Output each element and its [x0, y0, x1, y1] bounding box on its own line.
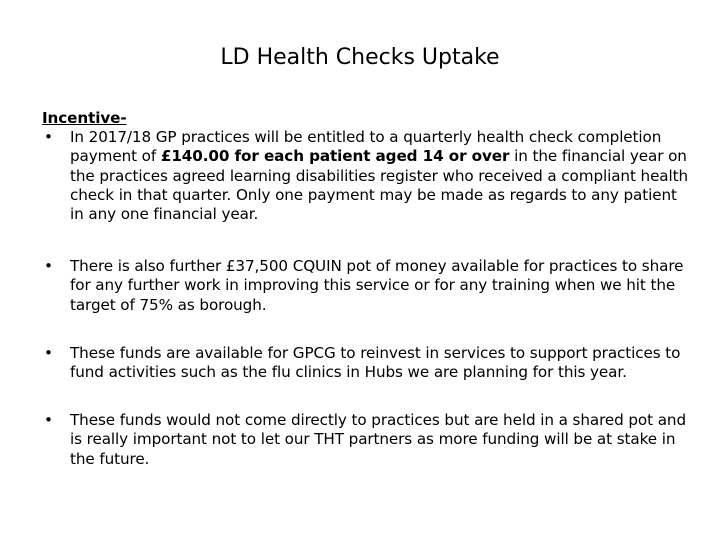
bullet-text-3: These funds are available for GPCG to reinvest in services to support practices to fund activities such as the flu clinics in Hubs we are planning for this year.	[70, 343, 681, 382]
bullet-text-1-after: in the financial year on the practices agreed learning disabilities register who received a compliant health check in that quarter. Only one payment may be made as regards to any patient in any one financial year.	[70, 147, 689, 224]
bullet-dot-icon: •	[44, 411, 53, 430]
bullet-dot-icon: •	[44, 257, 53, 276]
bullet-text-2: There is also further £37,500 CQUIN pot of money available for practices to share for any further work in improving this service or for any training when we hit the target of 75% as borough.	[70, 257, 684, 314]
bullet-item-3	[42, 344, 692, 382]
bullet-item-2	[42, 257, 692, 315]
bullet-text-1-before: In 2017/18 GP practices will be entitled to a quarterly health check completion payment of	[70, 128, 662, 166]
slide-content	[42, 109, 692, 469]
bullet-dot-icon: •	[44, 128, 53, 147]
bullet-text-1-bold: £140.00 for each patient aged 14 or over	[160, 147, 510, 166]
slide-title: LD Health Checks Uptake	[220, 45, 500, 70]
bullet-item-4	[42, 411, 692, 469]
bullet-dot-icon: •	[44, 343, 53, 362]
bullet-item-1	[42, 128, 692, 224]
incentive-heading: Incentive-	[42, 109, 127, 127]
bullet-text-4: These funds would not come directly to practices but are held in a shared pot and is really important not to let our THT partners as more funding will be at stake in the future.	[70, 411, 686, 468]
